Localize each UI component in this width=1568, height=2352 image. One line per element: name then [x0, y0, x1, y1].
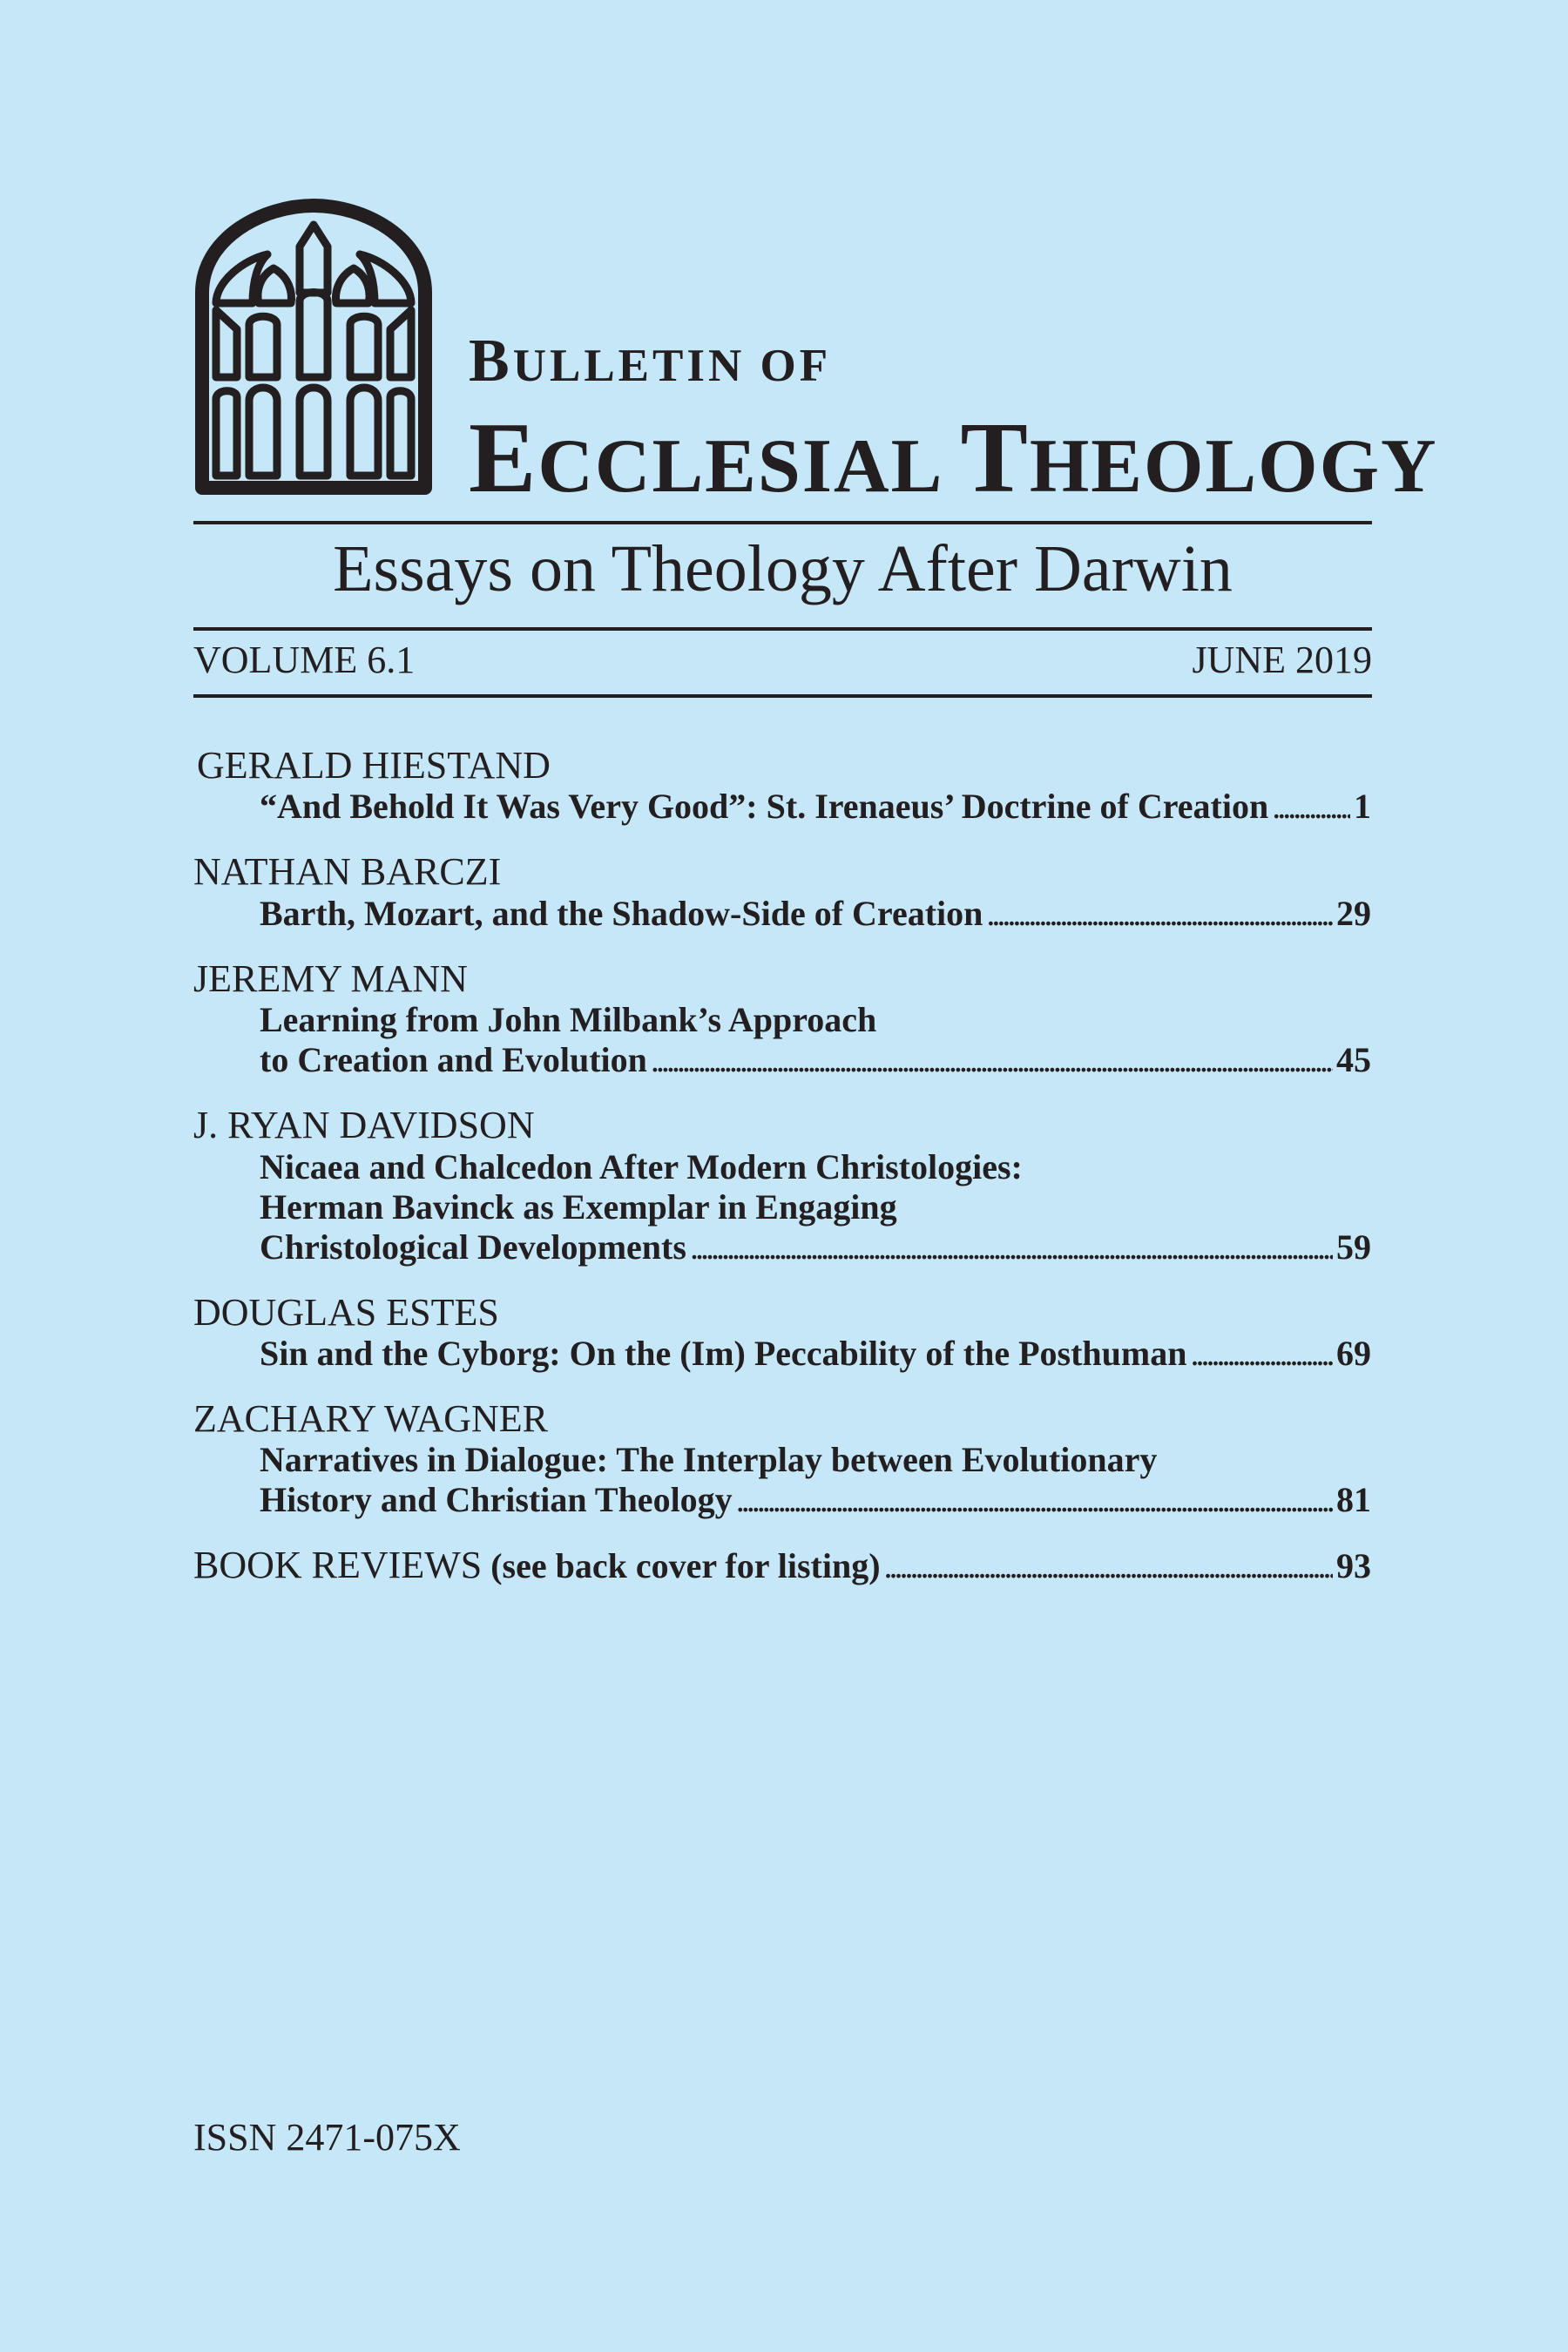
toc-author: GERALD HIESTAND [197, 744, 551, 787]
toc-title-line [193, 1334, 1371, 1374]
toc-title: History and Christian Theology [260, 1480, 733, 1520]
toc-title: Sin and the Cyborg: On the (Im) Peccability of the Posthuman [260, 1333, 1187, 1373]
toc-entry [193, 958, 1371, 1080]
book-reviews-entry [193, 1544, 1371, 1586]
toc-title-line [193, 894, 1371, 934]
issn-number: ISSN 2471-075X [193, 2116, 461, 2159]
leader-dots [986, 894, 1333, 934]
leader-dots [690, 1227, 1333, 1267]
toc-title: Christological Developments [260, 1227, 686, 1267]
toc-entry [193, 745, 1371, 827]
toc-title-line: Herman Bavinck as Exemplar in Engaging [260, 1186, 897, 1227]
toc-entry [193, 1398, 1371, 1520]
book-reviews-label: BOOK REVIEWS [193, 1544, 483, 1587]
toc-author: NATHAN BARCZI [193, 850, 502, 894]
issue-date: JUNE 2019 [1192, 639, 1372, 681]
toc-title: to Creation and Evolution [260, 1040, 647, 1080]
volume-row [193, 639, 1372, 681]
toc-page: 1 [1354, 787, 1371, 827]
toc-title-line: Learning from John Milbank’s Approach [260, 1000, 877, 1040]
toc-title: Barth, Mozart, and the Shadow-Side of Creation [260, 893, 983, 933]
toc-author: J. RYAN DAVIDSON [193, 1104, 535, 1147]
issue-subtitle: Essays on Theology After Darwin [333, 532, 1233, 605]
leader-dots [1190, 1334, 1333, 1374]
volume-number: VOLUME 6.1 [193, 639, 416, 681]
toc-title-line [193, 1040, 1371, 1080]
toc-page: 59 [1336, 1227, 1371, 1267]
volume-rule [193, 694, 1372, 698]
journal-name-line2: ECCLESIAL THEOLOGY [469, 402, 1438, 514]
toc-author: DOUGLAS ESTES [193, 1290, 499, 1334]
book-reviews-note: (see back cover for listing) [490, 1546, 881, 1586]
table-of-contents [193, 745, 1371, 1612]
subtitle-rule [193, 627, 1372, 631]
toc-entry [193, 1105, 1371, 1267]
toc-title-line: Nicaea and Chalcedon After Modern Christologies: [260, 1146, 1023, 1186]
leader-dots [884, 1547, 1333, 1585]
toc-page: 29 [1336, 893, 1371, 933]
toc-title-line [193, 787, 1371, 827]
toc-page: 69 [1336, 1333, 1371, 1373]
journal-name-line1: BULLETIN OF [469, 328, 832, 395]
toc-title-line: Narratives in Dialogue: The Interplay between Evolutionary [260, 1440, 1158, 1480]
leader-dots [651, 1040, 1333, 1080]
toc-title-line [193, 1480, 1371, 1520]
leader-dots [1272, 787, 1350, 827]
toc-page: 45 [1336, 1040, 1371, 1080]
toc-author: ZACHARY WAGNER [193, 1396, 549, 1440]
toc-author: JEREMY MANN [193, 956, 468, 1000]
toc-entry [193, 851, 1371, 933]
toc-title: “And Behold It Was Very Good”: St. Irenaeus’ Doctrine of Creation [260, 787, 1269, 827]
toc-entry [193, 1292, 1371, 1374]
toc-page: 81 [1336, 1480, 1371, 1520]
gothic-window-icon [193, 199, 434, 495]
toc-title-line [193, 1227, 1371, 1267]
leader-dots [736, 1480, 1333, 1520]
book-reviews-page: 93 [1336, 1546, 1371, 1586]
masthead-rule [193, 521, 1372, 524]
